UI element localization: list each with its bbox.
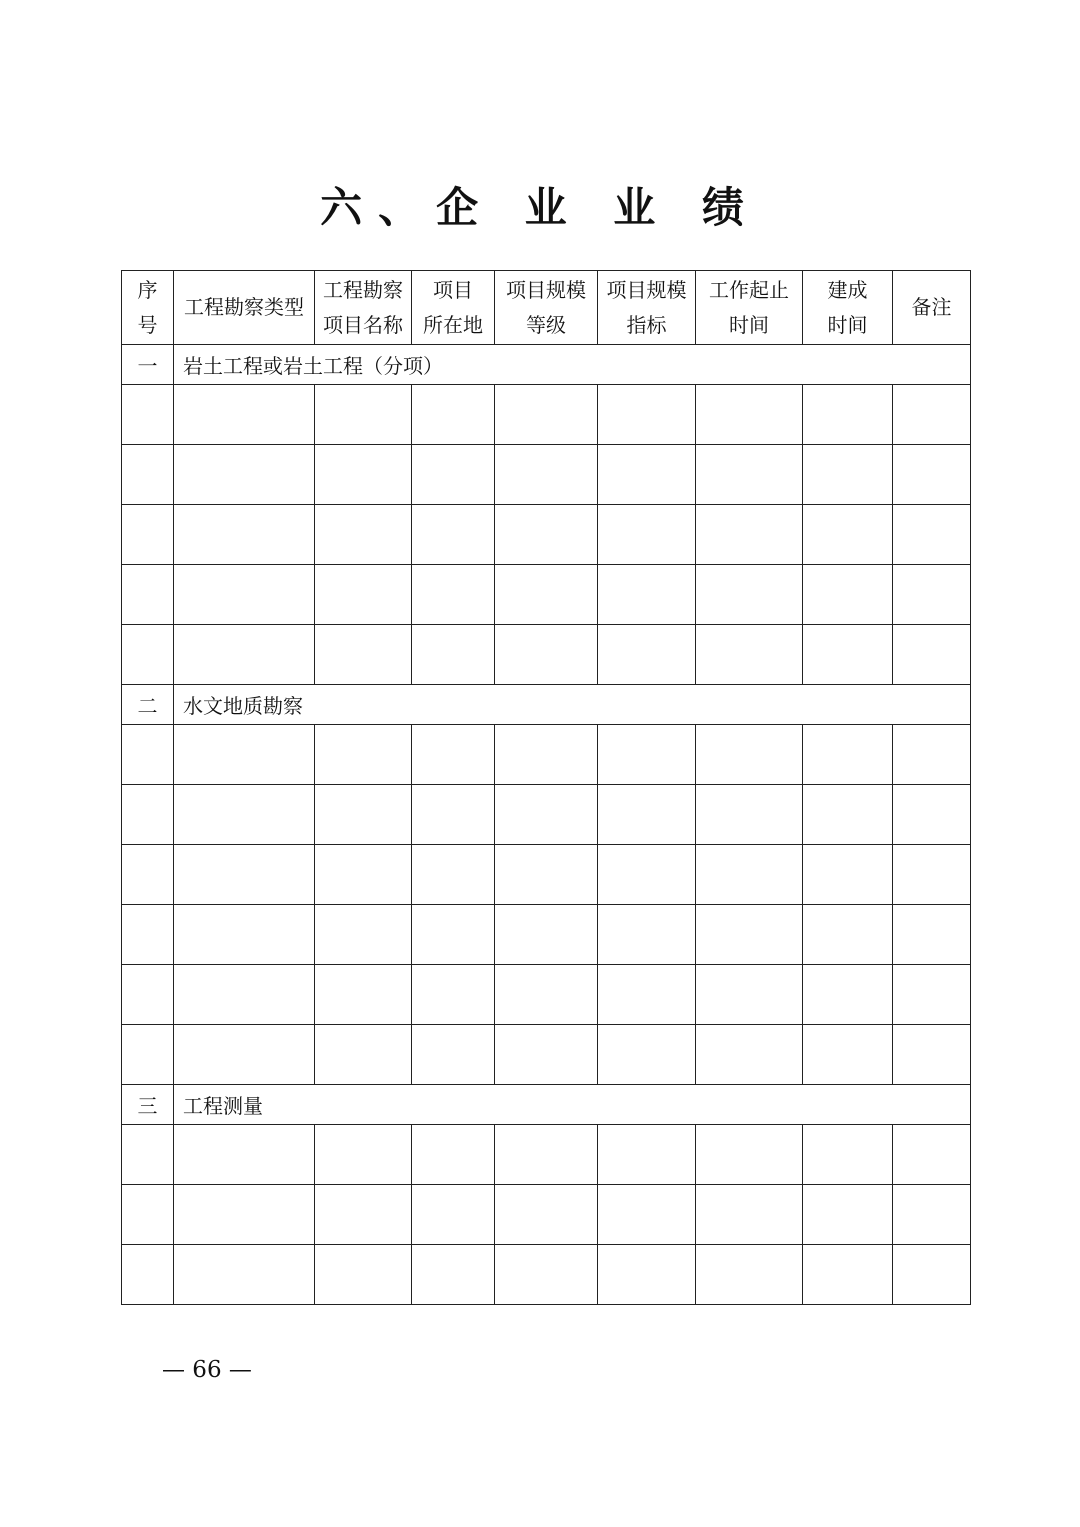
table-cell-type[interactable]: [174, 1185, 315, 1245]
header-row: [122, 271, 971, 345]
table-row: [122, 445, 971, 505]
table-cell-location[interactable]: [412, 725, 495, 785]
table-cell-seq[interactable]: [122, 445, 174, 505]
table-cell-completion[interactable]: [803, 445, 893, 505]
table-cell-completion[interactable]: [803, 385, 893, 445]
table-cell-scale-level[interactable]: [495, 1125, 598, 1185]
table-cell-period[interactable]: [696, 565, 803, 625]
table-row: [122, 625, 971, 685]
table-cell-type[interactable]: [174, 385, 315, 445]
header-location-line: 所在地: [423, 312, 483, 337]
table-row: [122, 845, 971, 905]
section-name: 工程测量: [174, 1085, 971, 1125]
table-cell-remarks[interactable]: [893, 625, 971, 685]
table-cell-name[interactable]: [315, 445, 412, 505]
table-cell-seq[interactable]: [122, 1185, 174, 1245]
header-scale-index-line: 项目规模: [606, 277, 687, 302]
table-cell-scale-index[interactable]: [598, 905, 696, 965]
table-cell-location[interactable]: [412, 965, 495, 1025]
table-cell-type[interactable]: [174, 905, 315, 965]
table-cell-type[interactable]: [174, 965, 315, 1025]
table-cell-type[interactable]: [174, 1025, 315, 1085]
table-cell-scale-level[interactable]: [495, 1025, 598, 1085]
table-cell-name[interactable]: [315, 1185, 412, 1245]
table-row: [122, 385, 971, 445]
table-cell-type[interactable]: [174, 625, 315, 685]
table-cell-scale-index[interactable]: [598, 625, 696, 685]
table-row: [122, 1245, 971, 1305]
header-name-line: 项目名称: [323, 312, 403, 337]
table-cell-seq[interactable]: [122, 785, 174, 845]
table-row: [122, 725, 971, 785]
table-row: [122, 965, 971, 1025]
table-cell-completion[interactable]: [803, 905, 893, 965]
table-row: [122, 565, 971, 625]
section-number: 二: [122, 685, 174, 725]
table-cell-scale-level[interactable]: [495, 505, 598, 565]
header-type-line: 工程勘察类型: [184, 295, 304, 319]
table-cell-completion[interactable]: [803, 565, 893, 625]
section-number: 三: [122, 1085, 174, 1125]
table-cell-scale-level[interactable]: [495, 565, 598, 625]
section-row: [122, 1085, 971, 1125]
table-cell-seq[interactable]: [122, 725, 174, 785]
table-cell-location[interactable]: [412, 785, 495, 845]
table-cell-completion[interactable]: [803, 505, 893, 565]
table-cell-scale-level[interactable]: [495, 625, 598, 685]
section-name: 水文地质勘察: [174, 685, 971, 725]
table-cell-type[interactable]: [174, 565, 315, 625]
table-cell-type[interactable]: [174, 845, 315, 905]
header-seq-line: 序: [137, 277, 158, 302]
table-cell-location[interactable]: [412, 625, 495, 685]
table-cell-scale-index[interactable]: [598, 1185, 696, 1245]
table-cell-completion[interactable]: [803, 625, 893, 685]
table-cell-completion[interactable]: [803, 1245, 893, 1305]
table-cell-remarks[interactable]: [893, 785, 971, 845]
table-cell-scale-index[interactable]: [598, 1245, 696, 1305]
table-cell-location[interactable]: [412, 445, 495, 505]
table-cell-remarks[interactable]: [893, 1125, 971, 1185]
table-cell-name[interactable]: [315, 845, 412, 905]
table-cell-seq[interactable]: [122, 845, 174, 905]
header-seq-line: 号: [137, 312, 158, 337]
table-cell-remarks[interactable]: [893, 1185, 971, 1245]
table-cell-scale-index[interactable]: [598, 725, 696, 785]
header-completion: [803, 271, 893, 345]
table-cell-name[interactable]: [315, 905, 412, 965]
table-cell-seq[interactable]: [122, 1125, 174, 1185]
table-cell-period[interactable]: [696, 625, 803, 685]
header-name-line: 工程勘察: [323, 277, 403, 302]
table-cell-location[interactable]: [412, 1125, 495, 1185]
table-row: [122, 1125, 971, 1185]
header-location: [412, 271, 495, 345]
table-cell-location[interactable]: [412, 505, 495, 565]
section-row: [122, 685, 971, 725]
table-cell-scale-index[interactable]: [598, 1025, 696, 1085]
page-title: 六、企 业 业 绩: [320, 183, 760, 232]
table-cell-scale-level[interactable]: [495, 385, 598, 445]
header-scale-index: [598, 271, 696, 345]
table-cell-period[interactable]: [696, 1185, 803, 1245]
table-cell-remarks[interactable]: [893, 965, 971, 1025]
table-cell-type[interactable]: [174, 725, 315, 785]
table-cell-location[interactable]: [412, 1185, 495, 1245]
table-cell-scale-index[interactable]: [598, 785, 696, 845]
table-cell-scale-level[interactable]: [495, 445, 598, 505]
header-period-line: 工作起止: [709, 277, 789, 302]
header-completion-line: 时间: [827, 312, 868, 337]
table-cell-name[interactable]: [315, 625, 412, 685]
table-cell-scale-level[interactable]: [495, 725, 598, 785]
table-cell-remarks[interactable]: [893, 845, 971, 905]
table-cell-scale-index[interactable]: [598, 1125, 696, 1185]
table-cell-name[interactable]: [315, 565, 412, 625]
table-cell-period[interactable]: [696, 785, 803, 845]
table-cell-period[interactable]: [696, 505, 803, 565]
table-cell-name[interactable]: [315, 385, 412, 445]
table-cell-completion[interactable]: [803, 1185, 893, 1245]
table-cell-name[interactable]: [315, 965, 412, 1025]
table-cell-name[interactable]: [315, 1245, 412, 1305]
table-cell-location[interactable]: [412, 565, 495, 625]
table-cell-scale-level[interactable]: [495, 965, 598, 1025]
table-cell-completion[interactable]: [803, 1125, 893, 1185]
table-cell-period[interactable]: [696, 905, 803, 965]
header-name: [315, 271, 412, 345]
table-cell-location[interactable]: [412, 845, 495, 905]
header-scale-index-line: 指标: [626, 312, 667, 337]
table-cell-seq[interactable]: [122, 1025, 174, 1085]
table-cell-type[interactable]: [174, 1125, 315, 1185]
table-cell-scale-index[interactable]: [598, 965, 696, 1025]
header-type: [174, 271, 315, 345]
table-cell-name[interactable]: [315, 1025, 412, 1085]
table-cell-period[interactable]: [696, 385, 803, 445]
header-remarks-line: 备注: [911, 295, 952, 319]
performance-table: [121, 270, 971, 1305]
table-cell-type[interactable]: [174, 785, 315, 845]
table-cell-seq[interactable]: [122, 565, 174, 625]
header-location-line: 项目: [433, 277, 473, 302]
table-cell-remarks[interactable]: [893, 445, 971, 505]
header-scale-level: [495, 271, 598, 345]
section-name: 岩土工程或岩土工程（分项）: [174, 345, 971, 385]
table-cell-scale-index[interactable]: [598, 385, 696, 445]
table-row: [122, 1025, 971, 1085]
table-cell-completion[interactable]: [803, 845, 893, 905]
table-cell-completion[interactable]: [803, 725, 893, 785]
table-cell-name[interactable]: [315, 725, 412, 785]
table-cell-period[interactable]: [696, 1125, 803, 1185]
table-cell-scale-level[interactable]: [495, 1245, 598, 1305]
table-cell-location[interactable]: [412, 1025, 495, 1085]
table-cell-location[interactable]: [412, 905, 495, 965]
table-cell-scale-index[interactable]: [598, 845, 696, 905]
page-number: — 66 —: [162, 1357, 252, 1383]
header-period-line: 时间: [729, 312, 769, 337]
table-cell-completion[interactable]: [803, 965, 893, 1025]
table-cell-seq[interactable]: [122, 625, 174, 685]
table-cell-type[interactable]: [174, 505, 315, 565]
table-cell-period[interactable]: [696, 965, 803, 1025]
table-cell-remarks[interactable]: [893, 385, 971, 445]
table-cell-period[interactable]: [696, 845, 803, 905]
table-cell-location[interactable]: [412, 1245, 495, 1305]
section-number: 一: [122, 345, 174, 385]
table-cell-period[interactable]: [696, 725, 803, 785]
table-cell-remarks[interactable]: [893, 1025, 971, 1085]
table-cell-seq[interactable]: [122, 1245, 174, 1305]
table-cell-seq[interactable]: [122, 505, 174, 565]
table-cell-completion[interactable]: [803, 1025, 893, 1085]
table-cell-scale-level[interactable]: [495, 1185, 598, 1245]
table-cell-name[interactable]: [315, 785, 412, 845]
table-cell-scale-level[interactable]: [495, 845, 598, 905]
header-seq: [122, 271, 174, 345]
table-cell-scale-level[interactable]: [495, 905, 598, 965]
table-cell-type[interactable]: [174, 445, 315, 505]
table-cell-completion[interactable]: [803, 785, 893, 845]
table-cell-seq[interactable]: [122, 905, 174, 965]
table-cell-period[interactable]: [696, 1245, 803, 1305]
table-cell-name[interactable]: [315, 1125, 412, 1185]
section-row: [122, 345, 971, 385]
table-row: [122, 905, 971, 965]
header-scale-level-line: 项目规模: [506, 277, 586, 302]
header-scale-level-line: 等级: [526, 312, 566, 337]
table-cell-scale-level[interactable]: [495, 785, 598, 845]
header-remarks: [893, 271, 971, 345]
table-cell-remarks[interactable]: [893, 565, 971, 625]
table-row: [122, 1185, 971, 1245]
table-row: [122, 505, 971, 565]
table-cell-period[interactable]: [696, 445, 803, 505]
table-cell-period[interactable]: [696, 1025, 803, 1085]
table-row: [122, 785, 971, 845]
table-cell-name[interactable]: [315, 505, 412, 565]
table-cell-remarks[interactable]: [893, 505, 971, 565]
header-completion-line: 建成: [827, 277, 868, 302]
table-cell-scale-index[interactable]: [598, 445, 696, 505]
table-cell-remarks[interactable]: [893, 725, 971, 785]
table-cell-type[interactable]: [174, 1245, 315, 1305]
table-cell-location[interactable]: [412, 385, 495, 445]
table-cell-scale-index[interactable]: [598, 505, 696, 565]
table-cell-remarks[interactable]: [893, 1245, 971, 1305]
table-cell-scale-index[interactable]: [598, 565, 696, 625]
header-period: [696, 271, 803, 345]
table-cell-seq[interactable]: [122, 385, 174, 445]
table-cell-seq[interactable]: [122, 965, 174, 1025]
table-cell-remarks[interactable]: [893, 905, 971, 965]
